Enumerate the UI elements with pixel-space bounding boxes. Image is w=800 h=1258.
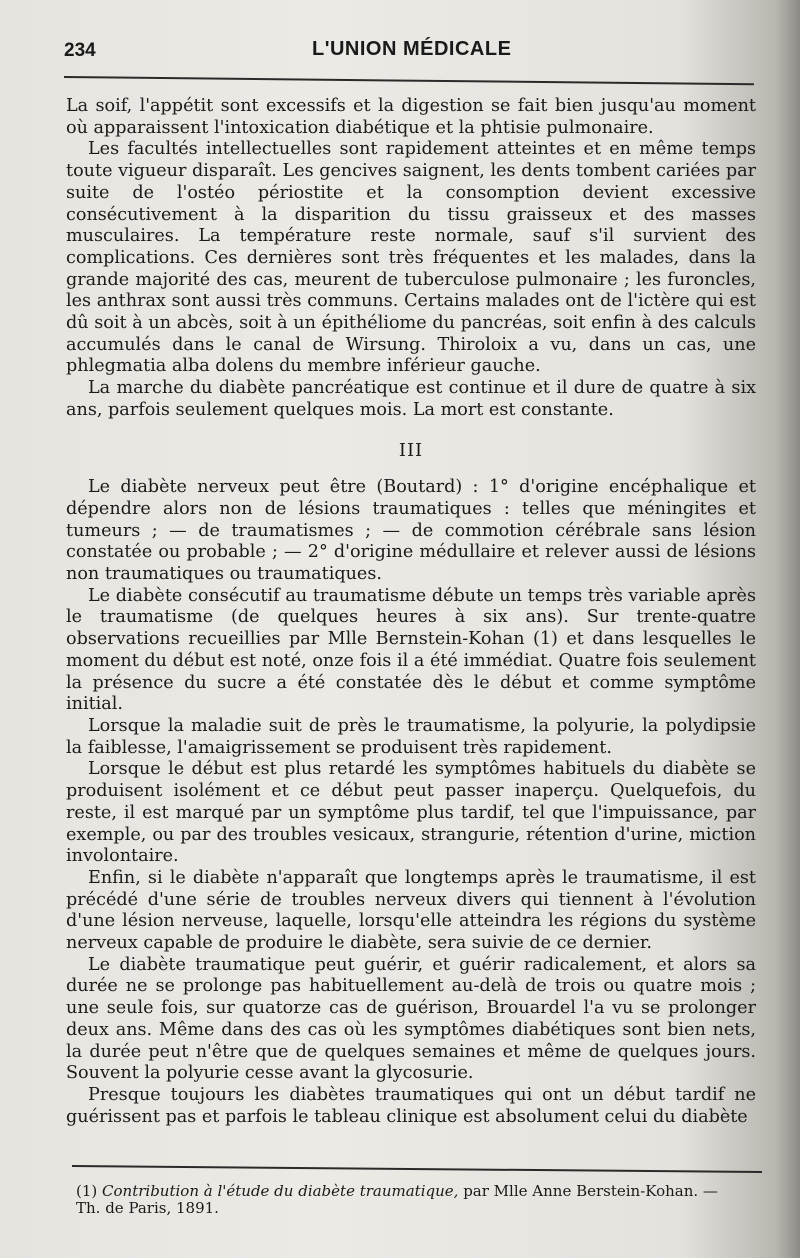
paragraph: Le diabète consécutif au traumatisme débute un temps très variable après le traumatisme (de quelques heures à six ans). Sur trente-quatre observations recueillies par Mlle Bernstein-Kohan (1) et dans lesquelles le moment du début est noté, onze fois il a été immédiat. Quatre fois seulement la présence du sucre a été constatée dès le début et comme symptôme initial.	[66, 585, 756, 715]
footnote-rule	[72, 1165, 762, 1173]
footnote	[76, 1183, 766, 1217]
paragraph: Lorsque le début est plus retardé les symptômes habituels du diabète se produisent isolément et ce début peut passer inaperçu. Quelquefois, du reste, il est marqué par un symptôme plus tardif, tel que l'impuissance, par exemple, ou par des troubles vesicaux, strangurie, rétention d'urine, miction involontaire.	[66, 759, 756, 867]
paragraph: La soif, l'appétit sont excessifs et la digestion se fait bien jusqu'au moment où apparaissent l'intoxication diabétique et la phtisie pulmonaire.	[66, 96, 756, 138]
paragraph: Presque toujours les diabètes traumatiques qui ont un début tardif ne guérissent pas et parfois le tableau clinique est absolument celui du diabète	[66, 1084, 756, 1127]
footnote-thesis: Th. de Paris, 1891.	[76, 1199, 219, 1217]
section-heading: III	[398, 439, 424, 461]
body-text	[66, 96, 756, 1128]
footnote-marker: (1)	[76, 1182, 98, 1200]
paragraph: Les facultés intellectuelles sont rapidement atteintes et en même temps toute vigueur disparaît. Les gencives saignent, les dents tombent cariées par suite de l'ostéo périostite et la consomption devient excessive consécutivement à la disparition du tissu graisseux et des masses musculaires. La température reste normale, sauf s'il survient des complications. Ces dernières sont très fréquentes et les malades, dans la grande majorité des cas, meurent de tuberculose pulmonaire ; les furoncles, les anthrax sont aussi très communs. Certains malades ont de l'ictère qui est dû soit à un abcès, soit à un épithéliome du pancréas, soit enfin à des calculs accumulés dans le canal de Wirsung. Thiroloix a vu, dans un cas, une phlegmatia alba dolens du membre inférieur gauche.	[66, 139, 756, 377]
paragraph: Enfin, si le diabète n'apparaît que longtemps après le traumatisme, il est précédé d'une série de troubles nerveux divers qui tiennent à l'évolution d'une lésion nerveuse, laquelle, lorsqu'elle atteindra les régions du système nerveux capable de produire le diabète, sera suivie de ce dernier.	[66, 867, 756, 954]
footnote-title: Contribution à l'étude du diabète traumatique,	[102, 1182, 459, 1200]
paragraph: Le diabète traumatique peut guérir, et guérir radicalement, et alors sa durée ne se prolonge pas habituellement au-delà de trois ou quatre mois ; une seule fois, sur quatorze cas de guérison, Brouardel l'a vu se prolonger deux ans. Même dans des cas où les symptômes diabétiques sont bien nets, la durée peut n'être que de quelques semaines et même de quelques jours. Souvent la polyurie cesse avant la glycosurie.	[66, 954, 756, 1084]
paragraph: La marche du diabète pancréatique est continue et il dure de quatre à six ans, parfois seulement quelques mois. La mort est constante.	[66, 378, 756, 420]
paragraph: Le diabète nerveux peut être (Boutard) : 1° d'origine encéphalique et dépendre alors non de lésions traumatiques : telles que méningites et tumeurs ; — de traumatismes ; — de commotion cérébrale sans lésion constatée ou probable ; — 2° d'origine médullaire et relever aussi de lésions non traumatiques ou traumatiques.	[66, 477, 756, 585]
journal-title: L'UNION MÉDICALE	[312, 38, 512, 60]
page-number: 234	[64, 40, 96, 61]
footnote-author: par Mlle Anne Berstein-Kohan. —	[463, 1182, 718, 1200]
running-head	[64, 38, 754, 66]
paragraph: Lorsque la maladie suit de près le traumatisme, la polyurie, la polydipsie la faiblesse, l'amaigrissement se produisent très rapidement.	[66, 715, 756, 758]
header-rule	[64, 76, 754, 85]
